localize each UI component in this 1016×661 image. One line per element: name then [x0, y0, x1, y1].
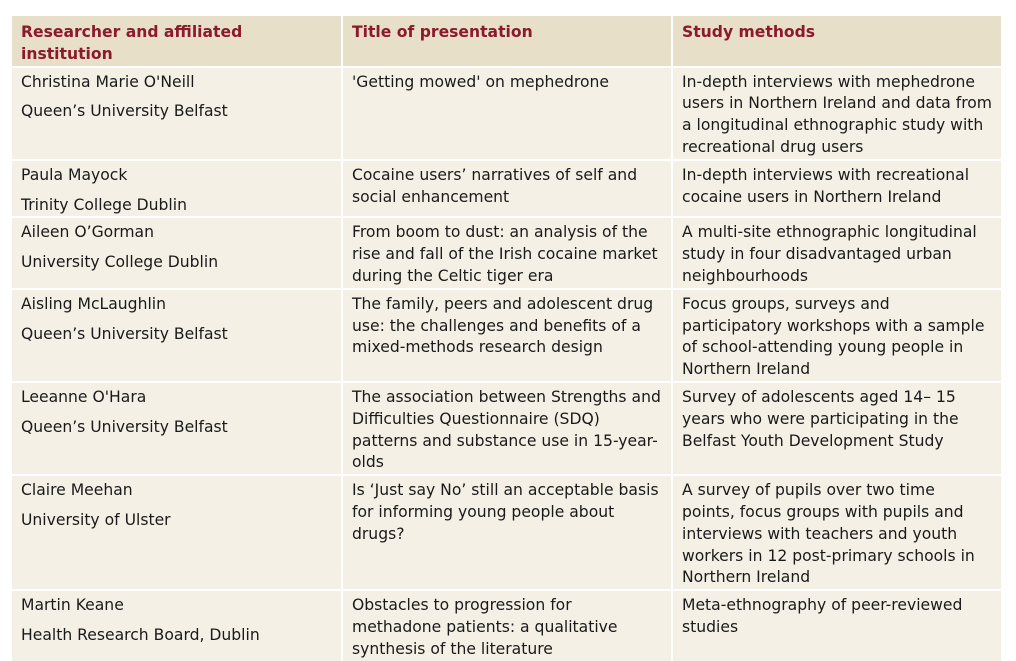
researcher-cell: [12, 289, 342, 382]
researcher-name: Aisling McLaughlin: [21, 294, 167, 313]
researcher-institution: Health Research Board, Dublin: [21, 625, 260, 644]
researcher-name: Claire Meehan: [21, 481, 133, 500]
table-row: [12, 475, 1001, 590]
title-cell: The family, peers and adolescent drug use: the challenges and benefits of a mixed-methods research design: [342, 289, 672, 382]
table-row: [12, 217, 1001, 288]
table-row: [12, 289, 1001, 382]
researcher-cell: [12, 217, 342, 288]
researcher-name: Martin Keane: [21, 596, 124, 615]
table-row: [12, 590, 1001, 660]
title-cell: 'Getting mowed' on mephedrone: [342, 67, 672, 160]
methods-cell: A multi-site ethnographic longitudinal study in four disadvantaged urban neighbourhoods: [672, 217, 1001, 288]
title-cell: From boom to dust: an analysis of the rise and fall of the Irish cocaine market during the Celtic tiger era: [342, 217, 672, 288]
researcher-cell: [12, 160, 342, 218]
header-row: [12, 16, 1001, 67]
methods-cell: Meta-ethnography of peer-reviewed studies: [672, 590, 1001, 660]
researcher-name: Christina Marie O'Neill: [21, 72, 195, 91]
table-row: [12, 382, 1001, 475]
methods-cell: Focus groups, surveys and participatory workshops with a sample of school-attending young people in Northern Ireland: [672, 289, 1001, 382]
researcher-cell: [12, 67, 342, 160]
researcher-name: Paula Mayock: [21, 165, 128, 184]
header-methods: Study methods: [672, 16, 1001, 67]
researcher-institution: Queen’s University Belfast: [21, 324, 228, 343]
researcher-name: Aileen O’Gorman: [21, 223, 154, 242]
researcher-cell: [12, 475, 342, 590]
presentations-table-container: [12, 16, 1001, 661]
researcher-institution: University College Dublin: [21, 253, 219, 272]
researcher-institution: University of Ulster: [21, 510, 171, 529]
researcher-name: Leeanne O'Hara: [21, 387, 147, 406]
researcher-institution: Trinity College Dublin: [21, 195, 187, 214]
title-cell: Cocaine users’ narratives of self and social enhancement: [342, 160, 672, 218]
table-row: [12, 67, 1001, 160]
researcher-cell: [12, 382, 342, 475]
methods-cell: In-depth interviews with mephedrone users in Northern Ireland and data from a longitudinal ethnographic study with recreational drug users: [672, 67, 1001, 160]
title-cell: Obstacles to progression for methadone patients: a qualitative synthesis of the literature: [342, 590, 672, 660]
title-cell: Is ‘Just say No’ still an acceptable basis for informing young people about drugs?: [342, 475, 672, 590]
researcher-cell: [12, 590, 342, 660]
title-cell: The association between Strengths and Difficulties Questionnaire (SDQ) patterns and substance use in 15-year-olds: [342, 382, 672, 475]
header-researcher: Researcher and affiliated institution: [12, 16, 342, 67]
researcher-institution: Queen’s University Belfast: [21, 417, 228, 436]
presentations-table: [12, 16, 1001, 661]
methods-cell: Survey of adolescents aged 14– 15 years who were participating in the Belfast Youth Development Study: [672, 382, 1001, 475]
methods-cell: In-depth interviews with recreational cocaine users in Northern Ireland: [672, 160, 1001, 218]
methods-cell: A survey of pupils over two time points, focus groups with pupils and interviews with teachers and youth workers in 12 post-primary schools in Northern Ireland: [672, 475, 1001, 590]
header-title: Title of presentation: [342, 16, 672, 67]
researcher-institution: Queen’s University Belfast: [21, 102, 228, 121]
table-row: [12, 160, 1001, 218]
